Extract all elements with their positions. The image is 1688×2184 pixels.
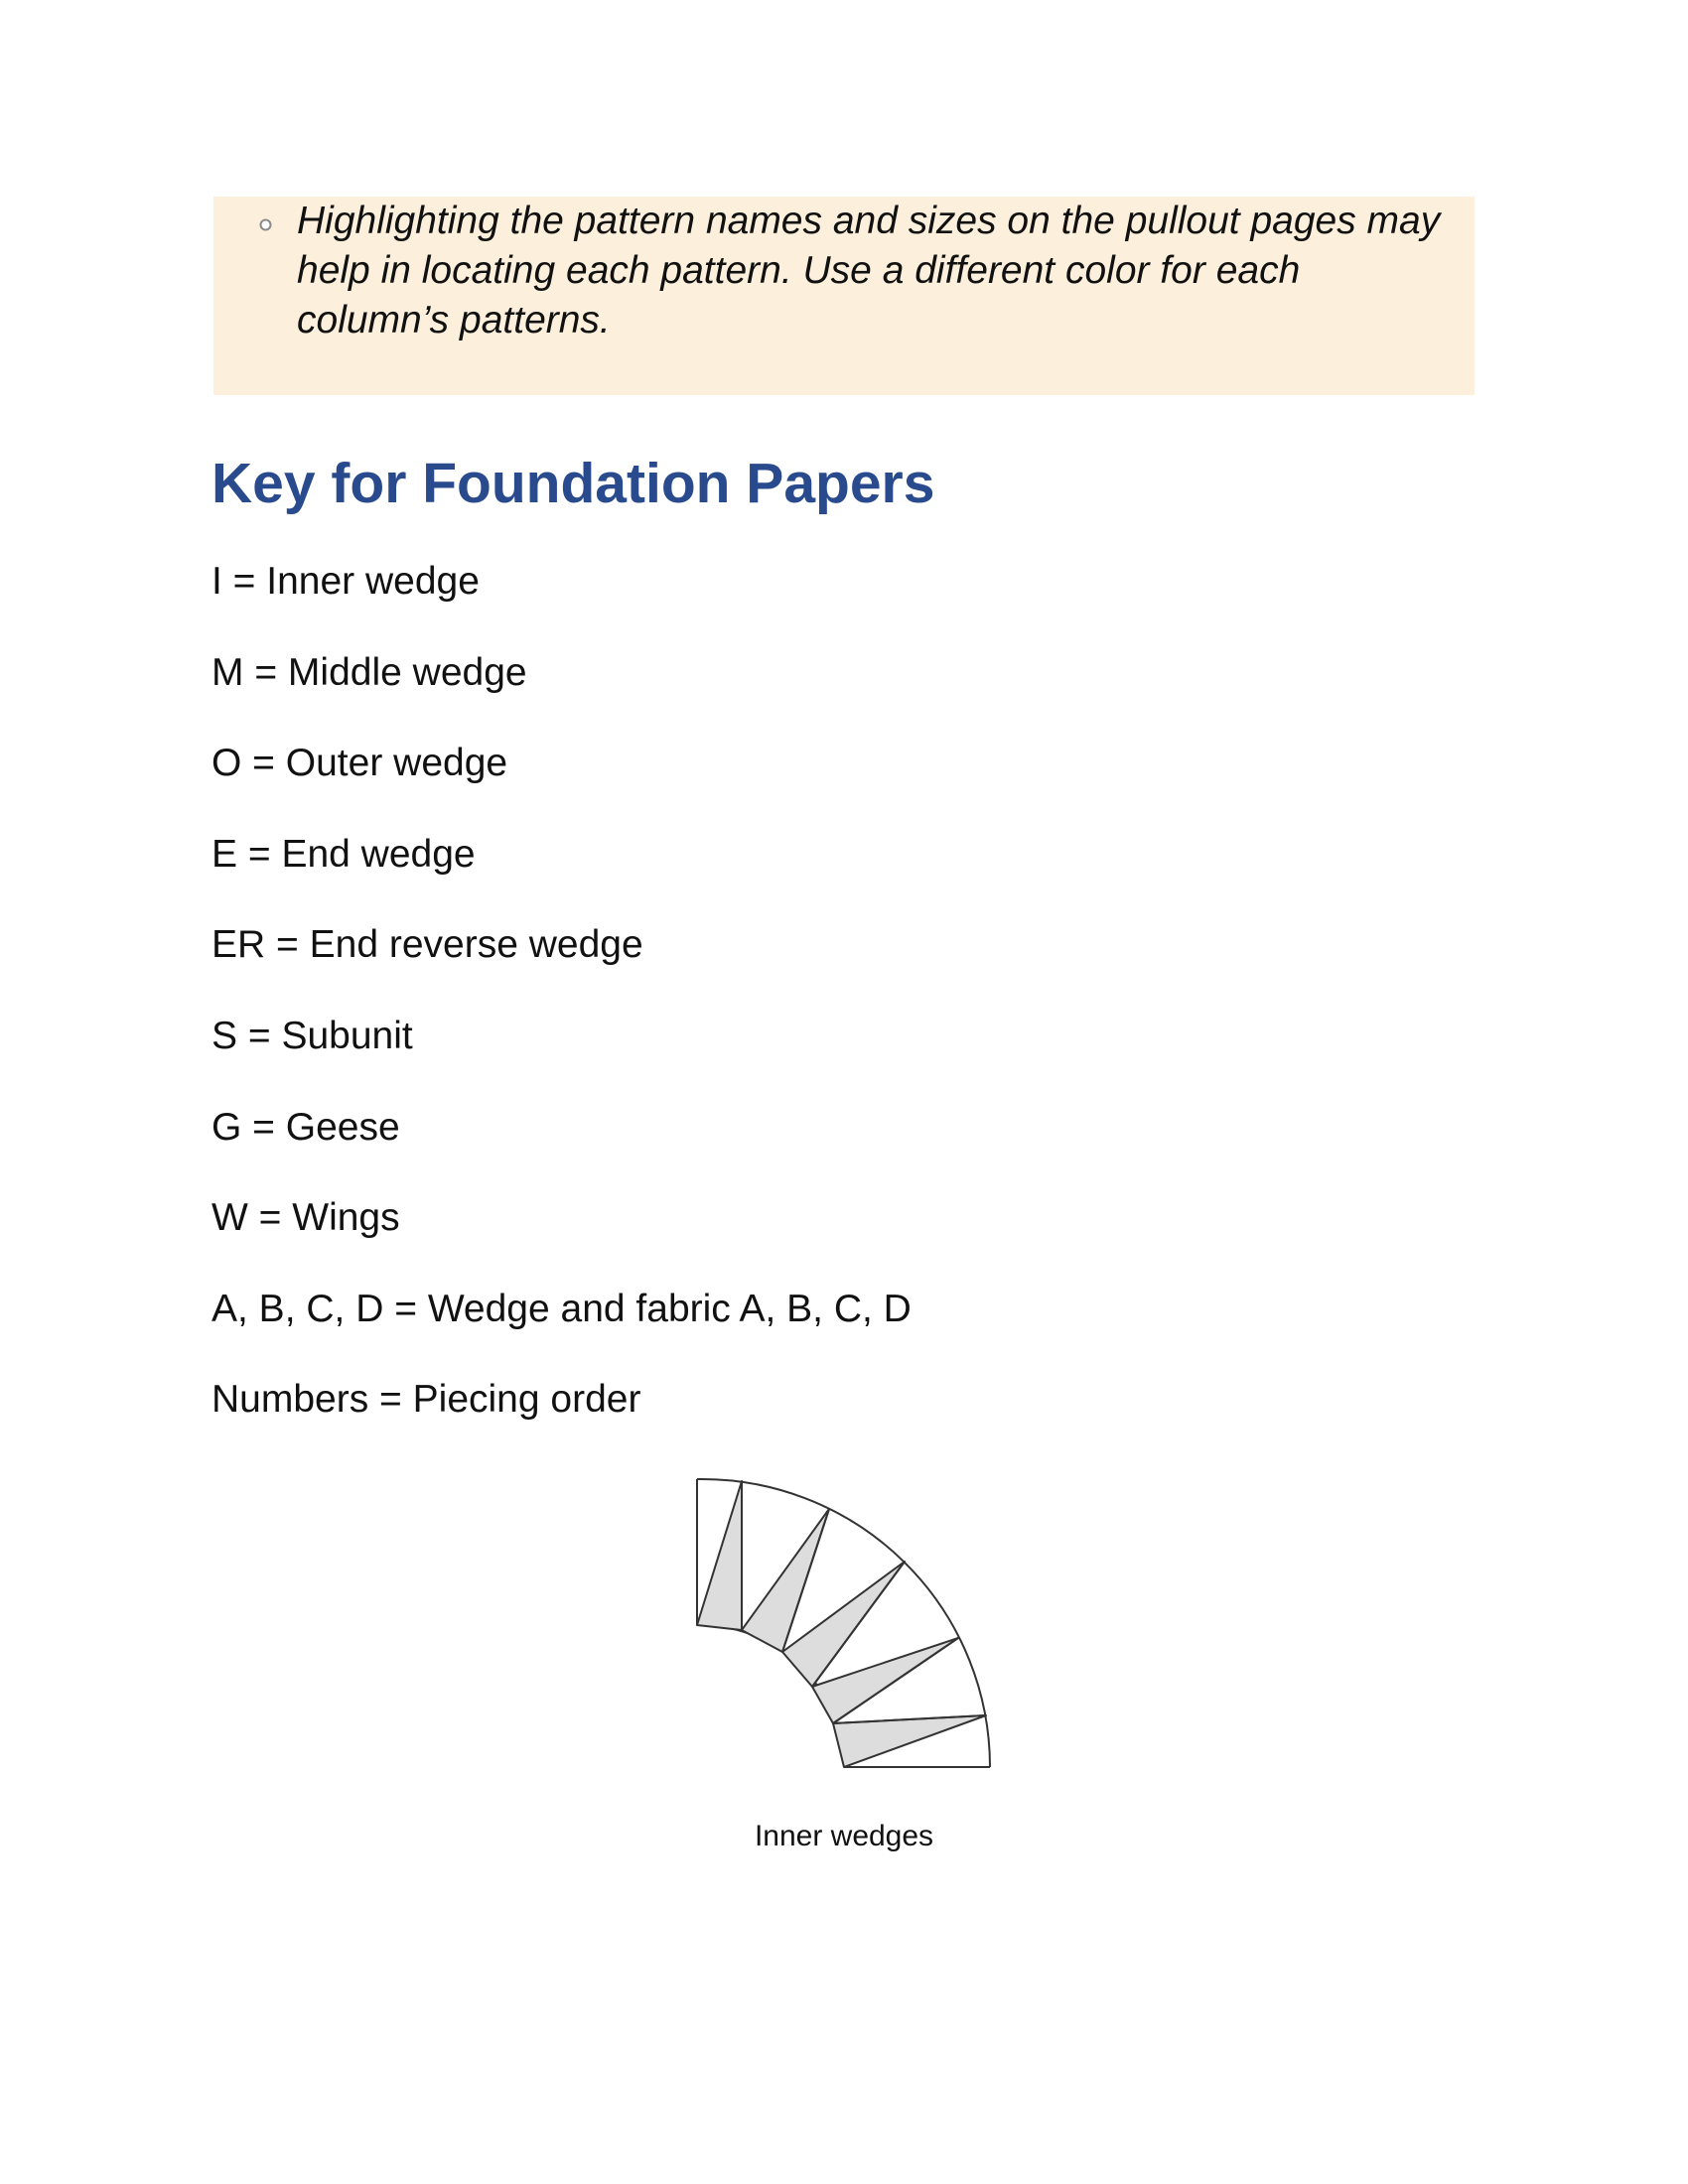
key-item-wedge-fabric: A, B, C, D = Wedge and fabric A, B, C, D (211, 1287, 912, 1330)
key-item-numbers: Numbers = Piecing order (211, 1378, 641, 1422)
key-item-end: E = End wedge (211, 832, 476, 876)
key-item-wings: W = Wings (211, 1196, 400, 1240)
hollow-circle-bullet-icon (258, 217, 273, 232)
key-item-end-reverse: ER = End reverse wedge (211, 923, 643, 967)
inner-wedges-diagram (685, 1469, 1013, 1779)
wedge-spike-1 (697, 1481, 742, 1630)
key-item-middle: M = Middle wedge (211, 650, 527, 694)
key-item-inner: I = Inner wedge (211, 560, 480, 603)
page-heading: Key for Foundation Papers (211, 452, 935, 515)
key-item-subunit: S = Subunit (211, 1014, 413, 1057)
key-list (211, 558, 912, 1467)
tip-text: Highlighting the pattern names and sizes on the pullout pages may help in locating each pattern. Use a different color for each column’s patterns. (297, 200, 1441, 341)
figure-caption: Inner wedges (754, 1820, 934, 1852)
key-item-outer: O = Outer wedge (211, 742, 508, 785)
tip-box (213, 197, 1475, 395)
key-item-geese: G = Geese (211, 1105, 400, 1149)
